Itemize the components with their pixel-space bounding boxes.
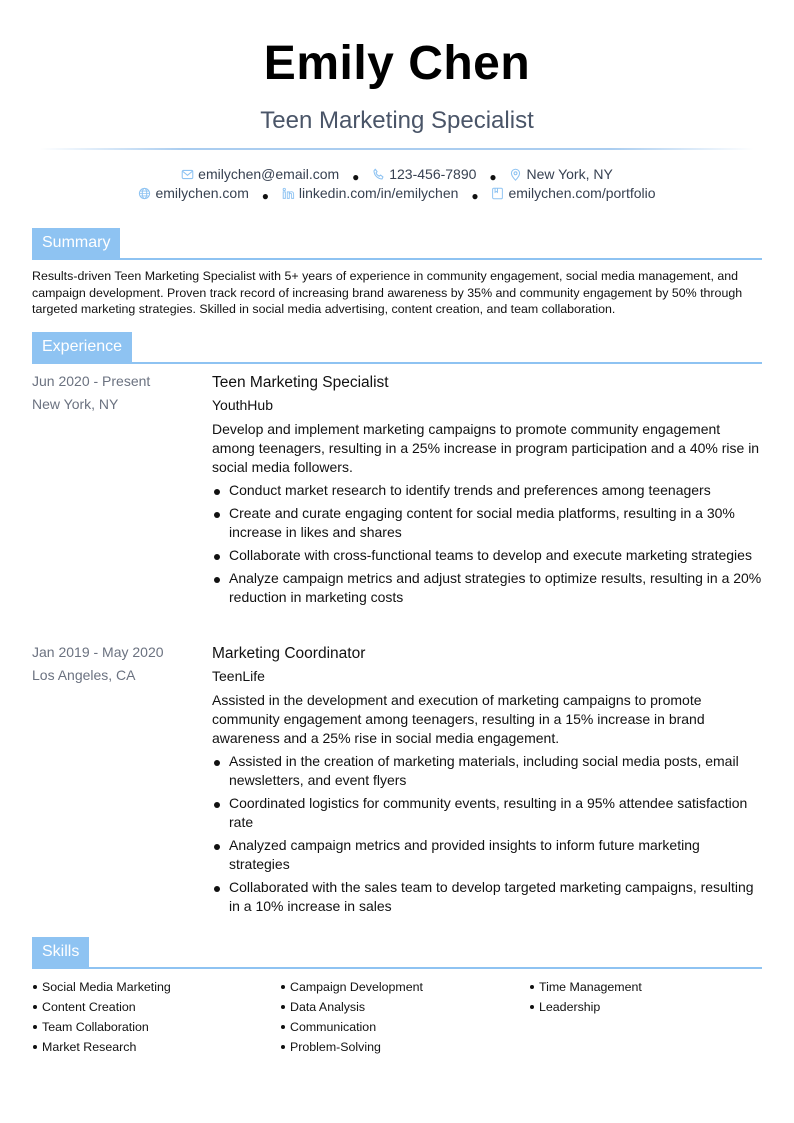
skill-item: Time Management <box>529 977 769 997</box>
phone-icon <box>372 168 385 181</box>
job-bullets <box>212 752 764 916</box>
skills-column <box>32 977 272 1057</box>
contact-row-secondary <box>0 185 794 203</box>
header-divider <box>40 148 754 150</box>
skills-column <box>280 977 520 1057</box>
candidate-name: Emily Chen <box>263 37 531 90</box>
contact-website-text: emilychen.com <box>155 185 249 201</box>
job-bullet: Analyze campaign metrics and adjust strategies to optimize results, resulting in a 20% reduction in marketing costs <box>212 569 764 607</box>
contact-location-text: New York, NY <box>526 166 613 182</box>
job-description: Develop and implement marketing campaigns to promote community engagement among teenagers, resulting in a 25% increase in program participation and a 40% rise in social media followers. <box>212 421 760 475</box>
job-dates: Jan 2019 - May 2020 <box>32 644 164 660</box>
summary-text: Results-driven Teen Marketing Specialist with 5+ years of experience in community engagement, social media management, and campaign development. Proven track record of increasing brand awareness by 35% and community engagement by 50% through targeted marketing strategies. Skilled in social media advertising, content creation, and team collaboration. <box>32 269 743 316</box>
skill-item: Leadership <box>529 997 769 1017</box>
skill-item: Content Creation <box>32 997 272 1017</box>
job-location: New York, NY <box>32 396 119 412</box>
email-icon <box>181 168 194 181</box>
job-location: Los Angeles, CA <box>32 667 136 683</box>
job-bullet: Collaborate with cross-functional teams to develop and execute marketing strategies <box>212 546 764 565</box>
skill-item: Data Analysis <box>280 997 520 1017</box>
job-role: Marketing Coordinator <box>212 645 366 662</box>
contact-website[interactable] <box>138 185 248 201</box>
summary-heading: Summary <box>32 228 120 258</box>
contact-location <box>509 166 612 182</box>
separator-dot: ● <box>352 169 360 184</box>
skill-item: Campaign Development <box>280 977 520 997</box>
job-meta <box>32 644 202 690</box>
linkedin-icon <box>282 187 295 200</box>
job-company: TeenLife <box>212 668 265 684</box>
contact-phone-text: 123-456-7890 <box>389 166 477 182</box>
job-dates: Jun 2020 - Present <box>32 373 151 389</box>
job-meta <box>32 373 202 419</box>
contact-linkedin[interactable] <box>282 185 459 201</box>
skills-heading: Skills <box>32 937 89 967</box>
skill-item: Problem-Solving <box>280 1037 520 1057</box>
job-bullet: Collaborated with the sales team to develop targeted marketing campaigns, resulting in a 10% increase in sales <box>212 878 764 916</box>
separator-dot: ● <box>471 188 479 203</box>
job-bullet: Coordinated logistics for community events, resulting in a 95% attendee satisfaction rate <box>212 794 764 832</box>
separator-dot: ● <box>489 169 497 184</box>
globe-icon <box>138 187 151 200</box>
skill-item: Social Media Marketing <box>32 977 272 997</box>
separator-dot: ● <box>261 188 269 203</box>
experience-section-header <box>32 332 762 364</box>
section-rule <box>32 362 762 364</box>
location-pin-icon <box>509 168 522 181</box>
contact-portfolio-text: emilychen.com/portfolio <box>508 185 656 201</box>
job-bullet: Create and curate engaging content for social media platforms, resulting in a 30% increase in likes and shares <box>212 504 764 542</box>
contact-row-primary <box>0 166 794 184</box>
contact-portfolio[interactable] <box>491 185 655 201</box>
job-bullet: Assisted in the creation of marketing materials, including social media posts, email newsletters, and event flyers <box>212 752 764 790</box>
job-description: Assisted in the development and execution of marketing campaigns to promote community engagement among teenagers, resulting in a 15% increase in brand awareness and a 25% rise in social media engagement. <box>212 692 705 746</box>
skill-item: Market Research <box>32 1037 272 1057</box>
skills-column <box>529 977 769 1017</box>
job-company: YouthHub <box>212 397 273 413</box>
job-bullet: Analyzed campaign metrics and provided insights to inform future marketing strategies <box>212 836 764 874</box>
job-bullets <box>212 481 764 607</box>
contact-linkedin-text: linkedin.com/in/emilychen <box>298 185 459 201</box>
contact-email[interactable] <box>181 166 339 182</box>
job-bullet: Conduct market research to identify trends and preferences among teenagers <box>212 481 764 500</box>
skill-item: Communication <box>280 1017 520 1037</box>
experience-heading: Experience <box>32 332 132 362</box>
job-role: Teen Marketing Specialist <box>212 374 389 391</box>
section-rule <box>32 967 762 969</box>
contact-phone[interactable] <box>372 166 476 182</box>
contact-email-text: emilychen@email.com <box>198 166 340 182</box>
skill-item: Team Collaboration <box>32 1017 272 1037</box>
section-rule <box>32 258 762 260</box>
portfolio-icon <box>491 187 504 200</box>
job-body <box>212 373 764 611</box>
summary-section-header <box>32 228 762 260</box>
candidate-title: Teen Marketing Specialist <box>260 107 534 134</box>
job-body <box>212 644 764 920</box>
skills-section-header <box>32 937 762 969</box>
